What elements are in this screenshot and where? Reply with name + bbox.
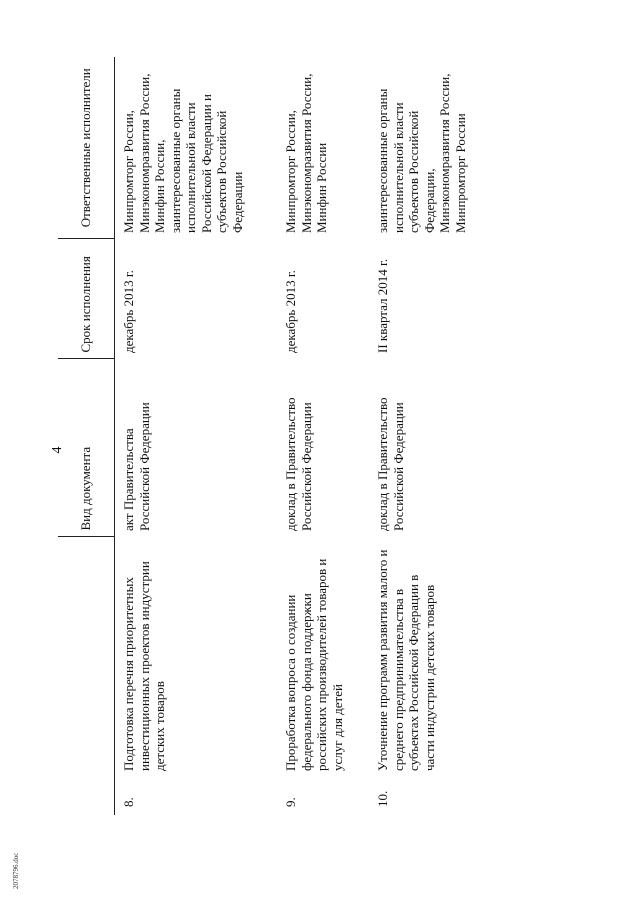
row-deadline: декабрь 2013 г. <box>121 270 136 353</box>
header-deadline: Срок исполнения <box>58 239 115 359</box>
row-deadline: декабрь 2013 г. <box>283 270 298 353</box>
row-number: 8. <box>121 797 136 807</box>
row-name: Подготовка перечня приоритетных инвестиционных проектов индустрии детских товаров <box>121 561 167 771</box>
row-responsible: Минпромторг России, Минэкономразвития России, Минфин России, заинтересованные органы исполнительной власти Российской Федерации и субъектов Российской Федерации <box>121 73 245 233</box>
row-doc-type: доклад в Правительство Российской Федерации <box>375 397 406 531</box>
row-doc-type: доклад в Правительство Российской Федерации <box>283 397 314 531</box>
header-name <box>58 537 115 777</box>
row-number: 10. <box>375 790 390 807</box>
row-doc-type: акт Правительства Российской Федерации <box>121 402 152 531</box>
row-number: 9. <box>283 797 298 807</box>
table-row <box>369 57 474 815</box>
header-responsible: Ответственные исполнители <box>58 57 115 239</box>
table-header-row <box>58 57 115 815</box>
row-name: Уточнение программ развития малого и среднего предпринимательства в субъектах Российской Федерации в части индустрии детских товаров <box>375 549 437 771</box>
row-responsible: Минпромторг России, Минэкономразвития России, Минфин России <box>283 73 329 233</box>
row-name: Проработка вопроса о создании федерального фонда поддержки российских производителей товаров и услуг для детей <box>283 558 345 771</box>
table-row <box>115 57 278 815</box>
plan-table <box>58 57 474 815</box>
page-number: 4 <box>50 446 65 454</box>
header-num <box>58 777 115 815</box>
row-deadline: II квартал 2014 г. <box>375 258 390 353</box>
header-doc-type: Вид документа <box>58 359 115 537</box>
footer-code: 2078796.doc <box>12 852 20 889</box>
row-responsible: заинтересованные органы исполнительной власти субъектов Российской Федерации, Минэкономразвития России, Минпромторг России <box>375 73 468 233</box>
table-row <box>277 57 369 815</box>
